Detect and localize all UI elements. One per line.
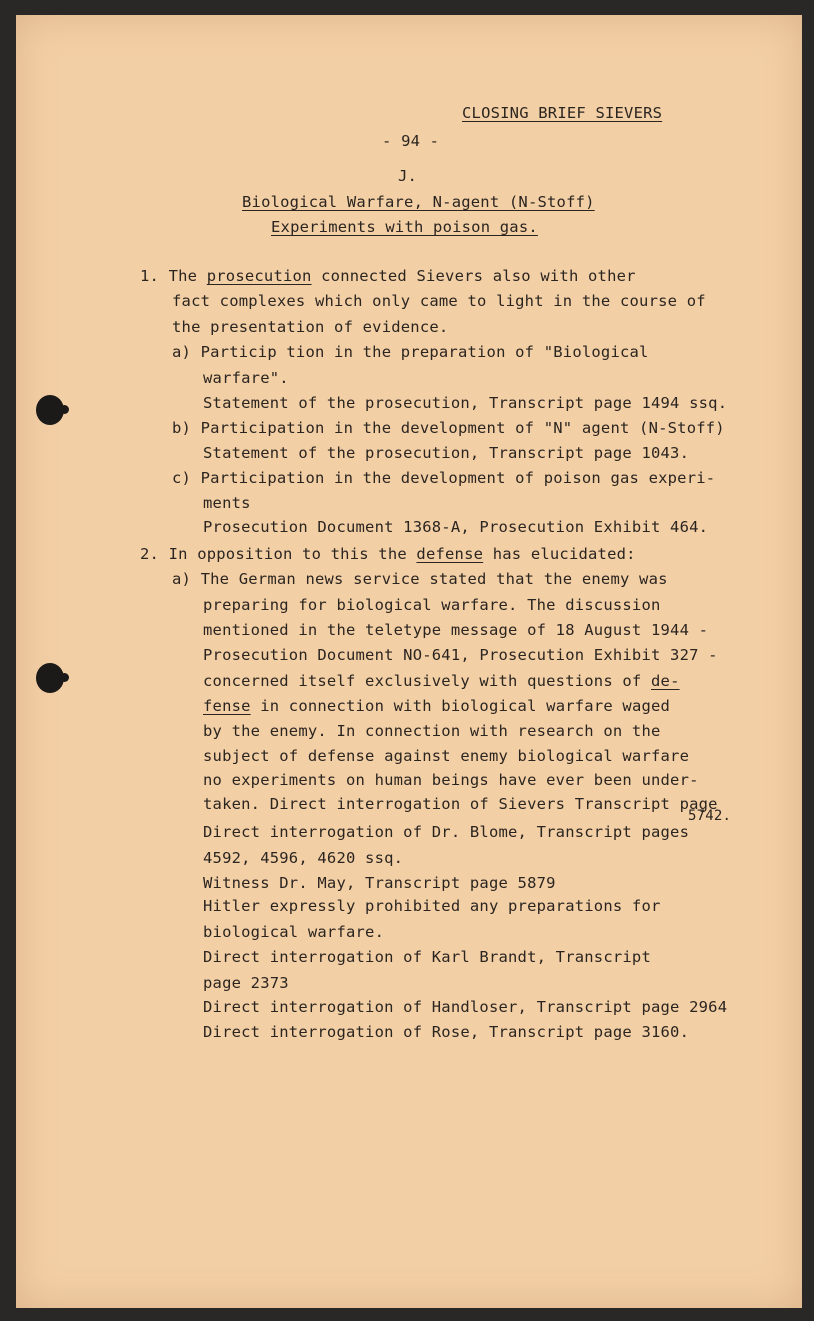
punch-hole-bottom xyxy=(36,663,64,693)
document-title: CLOSING BRIEF SIEVERS xyxy=(462,104,663,122)
punch-hole-top xyxy=(36,395,64,425)
item-1c-line-3: Prosecution Document 1368-A, Prosecution Exhibit 464. xyxy=(203,518,709,536)
text-run: concerned itself exclusively with questions of xyxy=(203,672,651,690)
text-run: in connection with biological warfare waged xyxy=(250,697,671,715)
item-2a-line-16: Direct interrogation of Karl Brandt, Transcript xyxy=(203,948,651,966)
section-letter: J. xyxy=(398,167,418,185)
page-number: - 94 - xyxy=(382,132,440,150)
paragraph-1-line-3: the presentation of evidence. xyxy=(172,318,449,336)
item-2a-line-17: page 2373 xyxy=(203,974,289,992)
underlined-word: prosecution xyxy=(206,267,312,285)
item-2a-line-9: no experiments on human beings have ever been under- xyxy=(203,771,699,789)
item-2a-line-1: a) The German news service stated that the enemy was xyxy=(172,570,668,588)
item-1a-line-3: Statement of the prosecution, Transcript page 1494 ssq. xyxy=(203,394,728,412)
item-2a-line-15: biological warfare. xyxy=(203,923,385,941)
paragraph-2-line-1 xyxy=(140,544,636,564)
item-1c-line-1: c) Participation in the development of poison gas experi- xyxy=(172,469,716,487)
item-2a-line-8: subject of defense against enemy biological warfare xyxy=(203,747,690,765)
item-2a-line-14: Hitler expressly prohibited any preparations for xyxy=(203,897,661,915)
item-2a-line-5 xyxy=(203,671,680,691)
text-run: 1. The xyxy=(140,267,207,285)
item-2a-line-19: Direct interrogation of Rose, Transcript page 3160. xyxy=(203,1023,690,1041)
section-heading-line-2: Experiments with poison gas. xyxy=(271,218,538,236)
item-2a-line-11: Direct interrogation of Dr. Blome, Transcript pages xyxy=(203,823,690,841)
item-1a-line-2: warfare". xyxy=(203,369,289,387)
item-2a-line-13: Witness Dr. May, Transcript page 5879 xyxy=(203,874,556,892)
text-run: 2. In opposition to this the xyxy=(140,545,417,563)
underlined-word: de- xyxy=(651,672,680,690)
text-run: has elucidated: xyxy=(483,545,636,563)
item-1a-line-1: a) Particip tion in the preparation of "Biological xyxy=(172,343,649,361)
section-heading-line-1: Biological Warfare, N-agent (N-Stoff) xyxy=(242,193,595,211)
item-2a-line-4: Prosecution Document NO-641, Prosecution Exhibit 327 - xyxy=(203,646,718,664)
item-2a-line-6 xyxy=(203,696,670,716)
item-2a-line-12: 4592, 4596, 4620 ssq. xyxy=(203,849,404,867)
text-run: connected Sievers also with other xyxy=(311,267,636,285)
item-2a-line-7: by the enemy. In connection with research on the xyxy=(203,722,661,740)
underlined-word: fense xyxy=(203,697,251,715)
underlined-word: defense xyxy=(416,545,484,563)
item-2a-line-18: Direct interrogation of Handloser, Transcript page 2964 xyxy=(203,998,728,1016)
paragraph-1-line-1 xyxy=(140,266,636,286)
handwritten-page-note: 5742. xyxy=(688,808,732,824)
item-2a-line-10: taken. Direct interrogation of Sievers Transcript page xyxy=(203,795,718,813)
item-2a-line-3: mentioned in the teletype message of 18 August 1944 - xyxy=(203,621,709,639)
item-2a-line-2: preparing for biological warfare. The discussion xyxy=(203,596,661,614)
item-1c-line-2: ments xyxy=(203,494,251,512)
paragraph-1-line-2: fact complexes which only came to light in the course of xyxy=(172,292,706,310)
item-1b-line-1: b) Participation in the development of "N" agent (N-Stoff) xyxy=(172,419,725,437)
item-1b-line-2: Statement of the prosecution, Transcript page 1043. xyxy=(203,444,690,462)
